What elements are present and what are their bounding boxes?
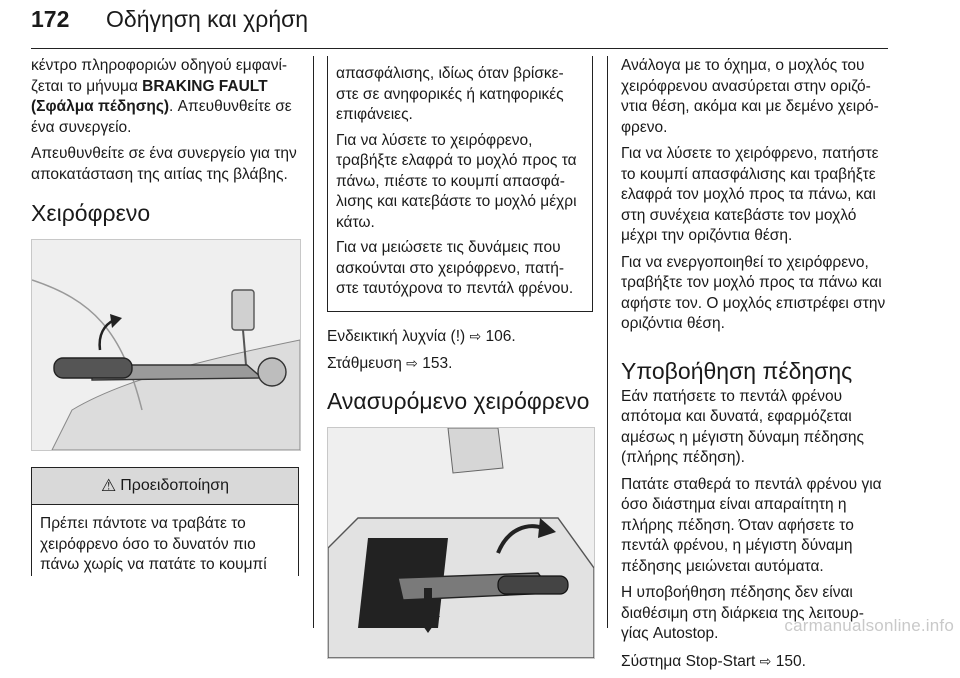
section-heading-parking-brake: Χειρόφρενο <box>31 200 151 226</box>
section-heading-retractable-brake: Ανασυρόμενο χειρόφρενο <box>327 387 590 414</box>
warning-box-continued <box>327 56 593 312</box>
chapter-title: Οδήγηση και χρήση <box>106 6 309 32</box>
brake-assist-paragraph-3: Η υποβοήθηση πέδησης δεν είναι διαθέσιμη στη διάρκεια της λειτουρ-γίας Autostop. <box>621 584 864 642</box>
brake-assist-paragraph-2: Πατάτε σταθερά το πεντάλ φρένου για όσο διάστημα είναι απαραίτητη η πλήρης πέδηση. Όταν αφήσετε το πεντάλ φρένου, η μέγιστη δύναμη πέδησης μειώνεται αυτόματα. <box>621 475 882 575</box>
column-divider-2 <box>607 56 608 628</box>
warning-triangle-icon: ⚠ <box>100 475 117 495</box>
stop-start-page-link[interactable]: 150. <box>775 652 806 670</box>
watermark: carmanualsonline.info <box>784 616 954 635</box>
column-1 <box>31 56 299 576</box>
workshop-paragraph: Απευθυνθείτε σε ένα συνεργείο για την αποκατάσταση της αιτίας της βλάβης. <box>31 145 297 183</box>
column-3 <box>621 56 889 678</box>
indicator-reference: Ενδεικτική λυχνία (!) ⇨ 106. <box>327 327 516 345</box>
column-2 <box>327 56 593 659</box>
warning-box <box>31 467 299 576</box>
stop-start-reference: Σύστημα Stop-Start ⇨ 150. <box>621 652 806 670</box>
page-reference-arrow-icon: ⇨ <box>469 327 482 344</box>
warning-continued-2: Για να λύσετε το χειρόφρενο, τραβήξτε ελαφρά το μοχλό προς τα πάνω, πιέστε το κουμπί απασφά-λισης και κατεβάστε το μοχλό μέχρι κάτω. <box>336 131 577 231</box>
column-divider-1 <box>313 56 314 628</box>
warning-continued-3: Για να μειώσετε τις δυνάμεις που ασκούνται στο χειρόφρενο, πατή-στε ταυτόχρονα το πεντάλ φρένου. <box>336 239 574 297</box>
warning-text: Πρέπει πάντοτε να τραβάτε το χειρόφρενο όσο το δυνατόν πιο πάνω χωρίς να πατάτε το κουμπί <box>40 515 267 573</box>
page-number: 172 <box>31 6 70 32</box>
retractable-brake-illustration <box>327 427 595 659</box>
parking-brake-illustration <box>31 239 301 451</box>
indicator-page-link[interactable]: 106. <box>485 327 516 345</box>
warning-title: Προειδοποίηση <box>120 476 229 494</box>
parking-page-link[interactable]: 153. <box>422 355 453 372</box>
brake-assist-paragraph-1: Εάν πατήσετε το πεντάλ φρένου απότομα και δυνατά, εφαρμόζεται αμέσως η μέγιστη δύναμη πέδησης (πλήρης πέδηση). <box>621 387 865 466</box>
intro-paragraph: κέντρο πληροφοριών οδηγού εμφανί-ζεται το μήνυμα BRAKING FAULT (Σφάλμα πέδησης). Απευθυνθείτε σε ένα συνεργείο. <box>31 57 292 136</box>
parking-reference: Στάθμευση ⇨ 153. <box>327 355 453 372</box>
warning-continued-1: απασφάλισης, ιδίως όταν βρίσκε-στε σε ανηφορικές ή κατηφορικές επιφάνειες. <box>336 65 564 123</box>
braking-fault-message: BRAKING FAULT (Σφάλμα πέδησης) <box>31 77 268 115</box>
section-heading-brake-assist: Υποβοήθηση πέδησης <box>621 357 853 384</box>
retract-paragraph: Ανάλογα με το όχημα, ο μοχλός του χειρόφρενου ανασύρεται στην οριζό-ντια θέση, ακόμα και με δεμένο χειρό-φρενο. <box>621 57 879 136</box>
brake-warning-lamp-icon: (!) <box>450 327 466 345</box>
warning-header <box>32 468 298 505</box>
release-paragraph: Για να λύσετε το χειρόφρενο, πατήστε το κουμπί απασφάλισης και τραβήξτε ελαφρά τον μοχλό προς τα πάνω, και στη συνέχεια κατεβάστε τον μοχλό μέχρι την οριζόντια θέση. <box>621 145 879 244</box>
header-rule <box>31 48 888 49</box>
page-reference-arrow-icon: ⇨ <box>759 652 772 669</box>
page-header <box>31 6 888 46</box>
apply-paragraph: Για να ενεργοποιηθεί το χειρόφρενο, τραβήξτε τον μοχλό προς τα πάνω και αφήστε τον. Ο μοχλός επιστρέφει στην οριζόντια θέση. <box>621 253 886 332</box>
page-reference-arrow-icon: ⇨ <box>406 355 418 371</box>
